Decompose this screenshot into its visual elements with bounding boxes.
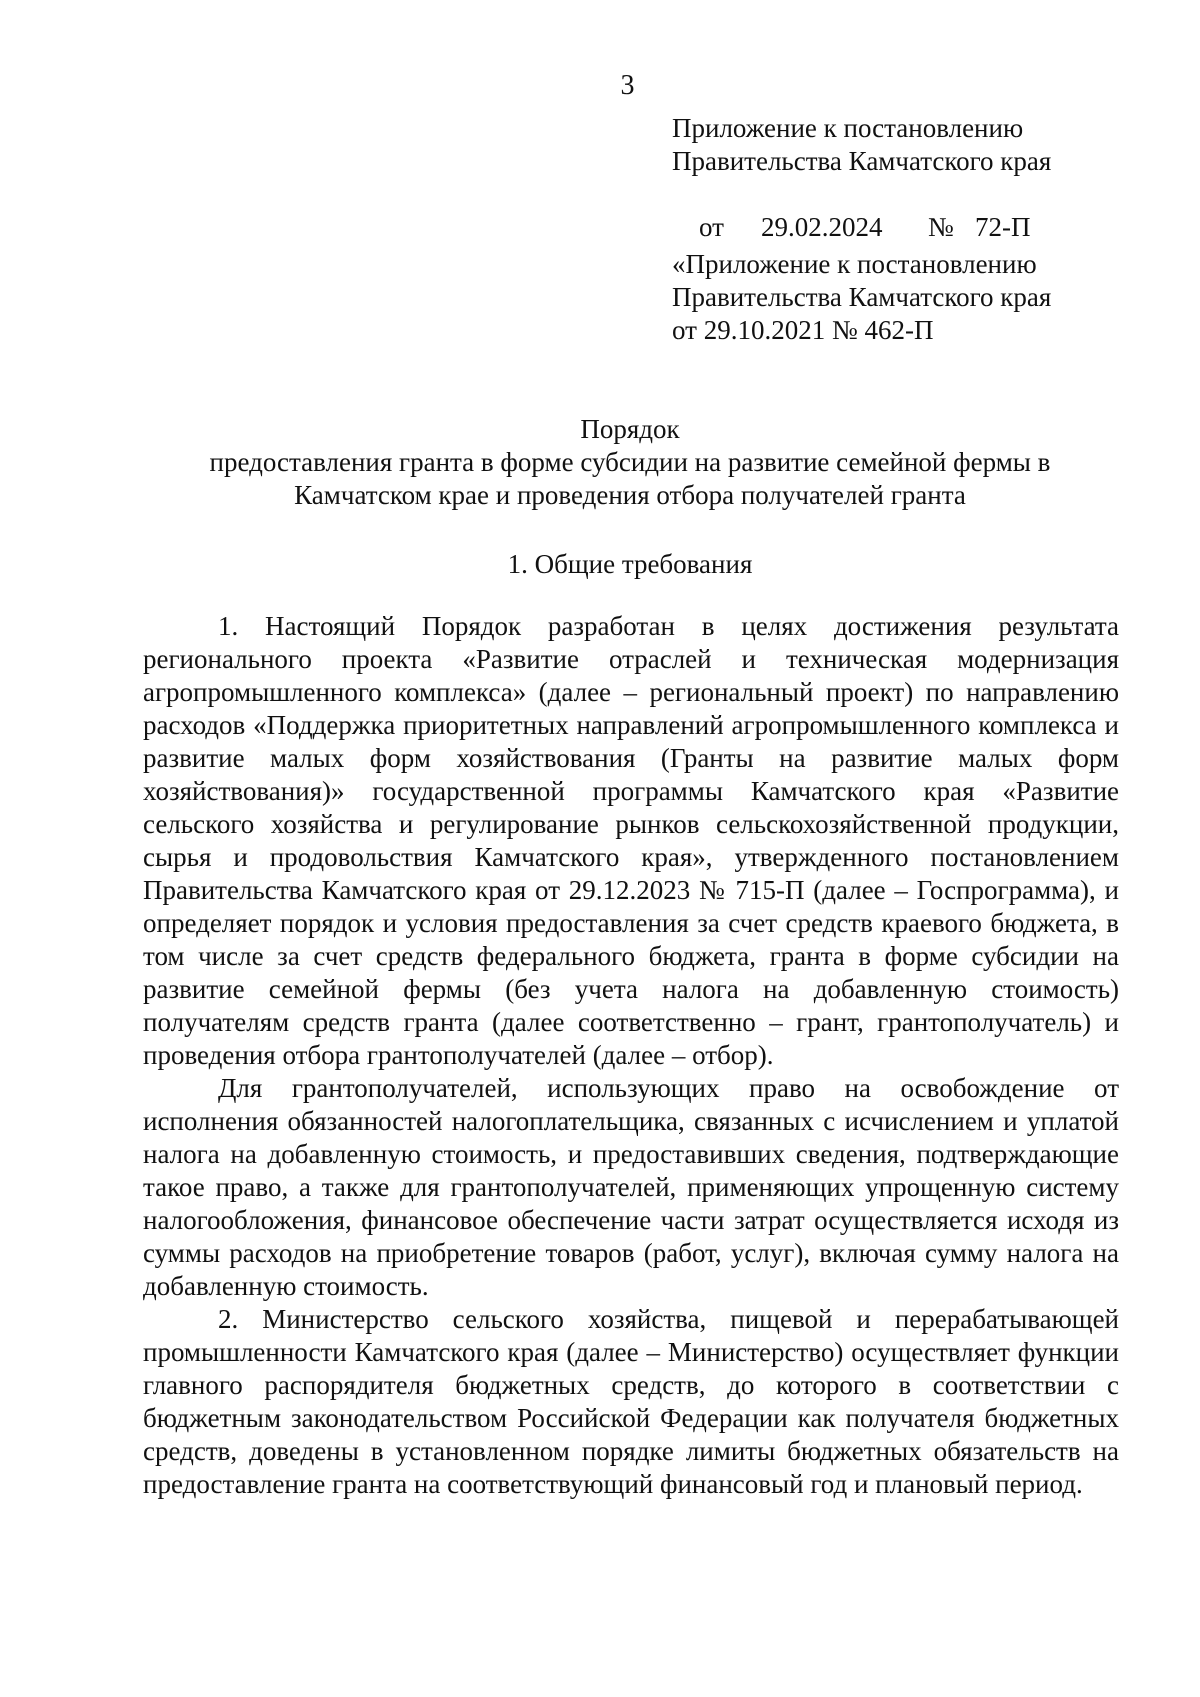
section-heading: 1. Общие требования [507,549,753,579]
document-title-line1: Порядок [580,414,680,444]
paragraph-3: 2. Министерство сельского хозяйства, пищевой и перерабатывающей промышленности Камчатского края (далее – Министерство) осуществляет функции главного распорядителя бюджетных средств, до которого в соответствии с бюджетным законодательством Российской Федерации как получателя бюджетных средств, доведены в установленном порядке лимиты бюджетных обязательств на предоставление гранта на соответствующий финансовый год и плановый период. [143,1304,1119,1499]
body-text [143,610,1119,1501]
appendix-current-date: 29.02.2024 [761,212,883,242]
document-title-line3: Камчатском крае и проведения отбора получателей гранта [294,480,966,510]
appendix-original-line1: «Приложение к постановлению [672,249,1037,279]
appendix-current-line1: Приложение к постановлению [672,113,1024,143]
appendix-original-reference [672,248,1152,347]
paragraph-2: Для грантополучателей, использующих право на освобождение от исполнения обязанностей налогоплательщика, связанных с исчислением и уплатой налога на добавленную стоимость, и предоставивших сведения, подтверждающие такое право, а также для грантополучателей, применяющих упрощенную систему налогообложения, финансовое обеспечение части затрат осуществляется исходя из суммы расходов на приобретение товаров (работ, услуг), включая сумму налога на добавленную стоимость. [143,1073,1119,1301]
document-title-line2: предоставления гранта в форме субсидии на развитие семейной фермы в [209,447,1051,477]
document-title [140,413,1120,512]
appendix-current-number: 72-П [975,212,1031,242]
appendix-current-from-label: от [699,212,724,242]
appendix-current-line2: Правительства Камчатского края [672,146,1052,176]
page-number: 3 [620,70,635,101]
appendix-original-line2: Правительства Камчатского края [672,282,1052,312]
appendix-original-line3: от 29.10.2021 № 462-П [672,315,934,345]
paragraph-1: 1. Настоящий Порядок разработан в целях достижения результата регионального проекта «Развитие отраслей и техническая модернизация агропромышленного комплекса» (далее – региональный проект) по направлению расходов «Поддержка приоритетных направлений агропромышленного комплекса и развитие малых форм хозяйствования (Гранты на развитие малых форм хозяйствования)» государственной программы Камчатского края «Развитие сельского хозяйства и регулирование рынков сельскохозяйственной продукции, сырья и продовольствия Камчатского края», утвержденного постановлением Правительства Камчатского края от 29.12.2023 № 715-П (далее – Госпрограмма), и определяет порядок и условия предоставления за счет средств краевого бюджета, в том числе за счет средств федерального бюджета, гранта в форме субсидии на развитие семейной фермы (без учета налога на добавленную стоимость) получателям средств гранта (далее соответственно – грант, грантополучатель) и проведения отбора грантополучателей (далее – отбор). [143,611,1119,1070]
appendix-current-number-sign: № [928,212,954,242]
